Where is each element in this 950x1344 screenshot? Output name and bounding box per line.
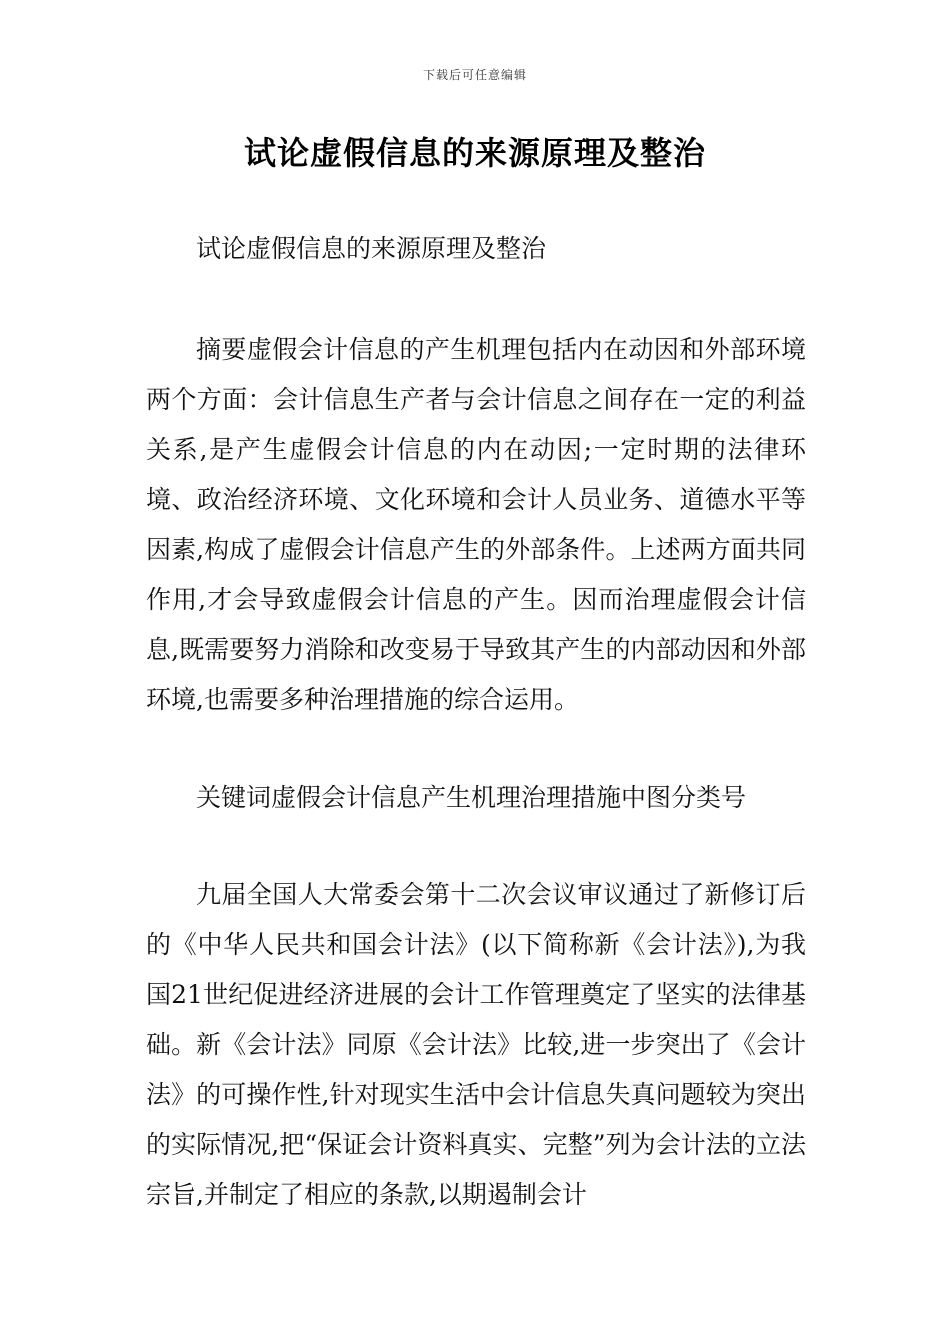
document-title: 试论虚假信息的来源原理及整治 [243, 134, 706, 172]
header-note: 下载后可任意编辑 [422, 68, 527, 82]
keywords-paragraph: 关键词虚假会计信息产生机理治理措施中图分类号 [196, 783, 747, 812]
body-paragraph: 九届全国人大常委会第十二次会议审议通过了新修订后的《中华人民共和国会计法》(以下简称新《会计法》),为我国21世纪促进经济进展的会计工作管理奠定了坚实的法律基础。新《会计法》同原《会计法》比较,进一步突出了《会计法》的可操作性,针对现实生活中会计信息失真问题较为突出的实际情况,把“保证会计资料真实、完整”列为会计法的立法宗旨,并制定了相应的条款,以期遏制会计 [146, 880, 806, 1209]
document-subtitle: 试论虚假信息的来源原理及整治 [196, 234, 547, 263]
abstract-paragraph: 摘要虚假会计信息的产生机理包括内在动因和外部环境两个方面：会计信息生产者与会计信息之间存在一定的利益关系,是产生虚假会计信息的内在动因;一定时期的法律环境、政治经济环境、文化环境和会计人员业务、道德水平等因素,构成了虚假会计信息产生的外部条件。上述两方面共同作用,才会导致虚假会计信息的产生。因而治理虚假会计信息,既需要努力消除和改变易于导致其产生的内部动因和外部环境,也需要多种治理措施的综合运用。 [146, 335, 806, 714]
